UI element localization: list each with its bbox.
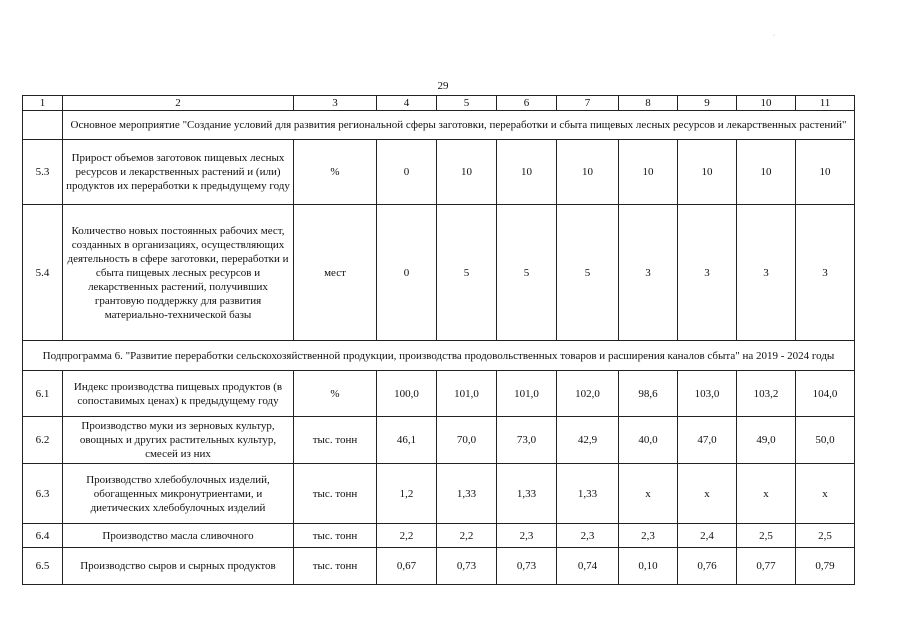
column-header: 9 <box>678 96 737 111</box>
value-cell: 0,73 <box>497 548 557 585</box>
table-row <box>23 548 855 585</box>
value-cell: 5 <box>437 205 497 341</box>
value-cell: 2,3 <box>619 524 678 548</box>
column-header: 3 <box>294 96 377 111</box>
value-cell: 10 <box>678 140 737 205</box>
column-header: 6 <box>497 96 557 111</box>
value-cell: 101,0 <box>437 371 497 417</box>
column-header: 11 <box>796 96 855 111</box>
column-header: 1 <box>23 96 63 111</box>
value-cell: 2,5 <box>796 524 855 548</box>
row-number: 6.4 <box>23 524 63 548</box>
value-cell: 10 <box>737 140 796 205</box>
indicator-name: Производство масла сливочного <box>63 524 294 548</box>
unit-cell: % <box>294 140 377 205</box>
value-cell: 49,0 <box>737 417 796 464</box>
row-number: 6.3 <box>23 464 63 524</box>
value-cell: 0,74 <box>557 548 619 585</box>
value-cell: 47,0 <box>678 417 737 464</box>
value-cell: 10 <box>497 140 557 205</box>
table-row <box>23 205 855 341</box>
value-cell: 101,0 <box>497 371 557 417</box>
value-cell: 3 <box>796 205 855 341</box>
value-cell: 1,33 <box>437 464 497 524</box>
column-header: 10 <box>737 96 796 111</box>
value-cell: x <box>737 464 796 524</box>
value-cell: 5 <box>497 205 557 341</box>
section-title: Подпрограмма 6. "Развитие переработки сельскохозяйственной продукции, производства продовольственных товаров и расширения каналов сбыта" на 2019 - 2024 годы <box>23 341 855 371</box>
value-cell: 103,0 <box>678 371 737 417</box>
value-cell: 70,0 <box>437 417 497 464</box>
table-row <box>23 371 855 417</box>
value-cell: 46,1 <box>377 417 437 464</box>
value-cell: 1,33 <box>497 464 557 524</box>
value-cell: 0,77 <box>737 548 796 585</box>
value-cell: 0 <box>377 140 437 205</box>
value-cell: 1,2 <box>377 464 437 524</box>
indicator-name: Прирост объемов заготовок пищевых лесных ресурсов и лекарственных растений и (или) продуктов их переработки к предыдущему году <box>63 140 294 205</box>
row-number: 5.3 <box>23 140 63 205</box>
value-cell: 2,5 <box>737 524 796 548</box>
value-cell: 2,2 <box>377 524 437 548</box>
unit-cell: % <box>294 371 377 417</box>
column-header: 7 <box>557 96 619 111</box>
unit-cell: тыс. тонн <box>294 464 377 524</box>
value-cell: 10 <box>437 140 497 205</box>
value-cell: 3 <box>737 205 796 341</box>
value-cell: 103,2 <box>737 371 796 417</box>
value-cell: 10 <box>796 140 855 205</box>
value-cell: 50,0 <box>796 417 855 464</box>
value-cell: 100,0 <box>377 371 437 417</box>
page-number: 29 <box>437 80 449 92</box>
value-cell: 98,6 <box>619 371 678 417</box>
section-title: Основное мероприятие "Создание условий для развития региональной сферы заготовки, переработки и сбыта пищевых лесных ресурсов и лекарственных растений" <box>63 111 855 140</box>
scan-speck: · <box>773 33 775 39</box>
column-header: 4 <box>377 96 437 111</box>
value-cell: 0 <box>377 205 437 341</box>
unit-cell: тыс. тонн <box>294 417 377 464</box>
indicator-name: Индекс производства пищевых продуктов (в сопоставимых ценах) к предыдущему году <box>63 371 294 417</box>
value-cell: 3 <box>619 205 678 341</box>
value-cell: 2,4 <box>678 524 737 548</box>
value-cell: 0,76 <box>678 548 737 585</box>
value-cell: x <box>619 464 678 524</box>
row-number: 5.4 <box>23 205 63 341</box>
indicator-name: Производство сыров и сырных продуктов <box>63 548 294 585</box>
value-cell: 10 <box>619 140 678 205</box>
value-cell: 2,3 <box>557 524 619 548</box>
unit-cell: тыс. тонн <box>294 524 377 548</box>
section-number-cell <box>23 111 63 140</box>
table-row <box>23 417 855 464</box>
header-row <box>23 96 855 111</box>
value-cell: 102,0 <box>557 371 619 417</box>
value-cell: 10 <box>557 140 619 205</box>
unit-cell: мест <box>294 205 377 341</box>
row-number: 6.1 <box>23 371 63 417</box>
value-cell: 0,73 <box>437 548 497 585</box>
indicators-table <box>22 95 855 585</box>
row-number: 6.5 <box>23 548 63 585</box>
value-cell: x <box>796 464 855 524</box>
value-cell: 73,0 <box>497 417 557 464</box>
unit-cell: тыс. тонн <box>294 548 377 585</box>
row-number: 6.2 <box>23 417 63 464</box>
value-cell: 3 <box>678 205 737 341</box>
value-cell: 40,0 <box>619 417 678 464</box>
value-cell: 104,0 <box>796 371 855 417</box>
indicator-name: Количество новых постоянных рабочих мест, созданных в организациях, осуществляющих деятельность в сфере заготовки, переработки и сбыта пищевых лесных ресурсов и лекарственных растений, получивших грантовую поддержку для развития материально-технической базы <box>63 205 294 341</box>
value-cell: x <box>678 464 737 524</box>
value-cell: 0,10 <box>619 548 678 585</box>
value-cell: 2,2 <box>437 524 497 548</box>
value-cell: 2,3 <box>497 524 557 548</box>
value-cell: 1,33 <box>557 464 619 524</box>
section-row <box>23 341 855 371</box>
column-header: 2 <box>63 96 294 111</box>
table-row <box>23 464 855 524</box>
indicator-name: Производство муки из зерновых культур, овощных и других растительных культур, смесей из них <box>63 417 294 464</box>
column-header: 5 <box>437 96 497 111</box>
value-cell: 42,9 <box>557 417 619 464</box>
value-cell: 5 <box>557 205 619 341</box>
column-header: 8 <box>619 96 678 111</box>
table-row <box>23 524 855 548</box>
value-cell: 0,79 <box>796 548 855 585</box>
indicator-name: Производство хлебобулочных изделий, обогащенных микронутриентами, и диетических хлебобулочных изделий <box>63 464 294 524</box>
section-row <box>23 111 855 140</box>
table-row <box>23 140 855 205</box>
value-cell: 0,67 <box>377 548 437 585</box>
